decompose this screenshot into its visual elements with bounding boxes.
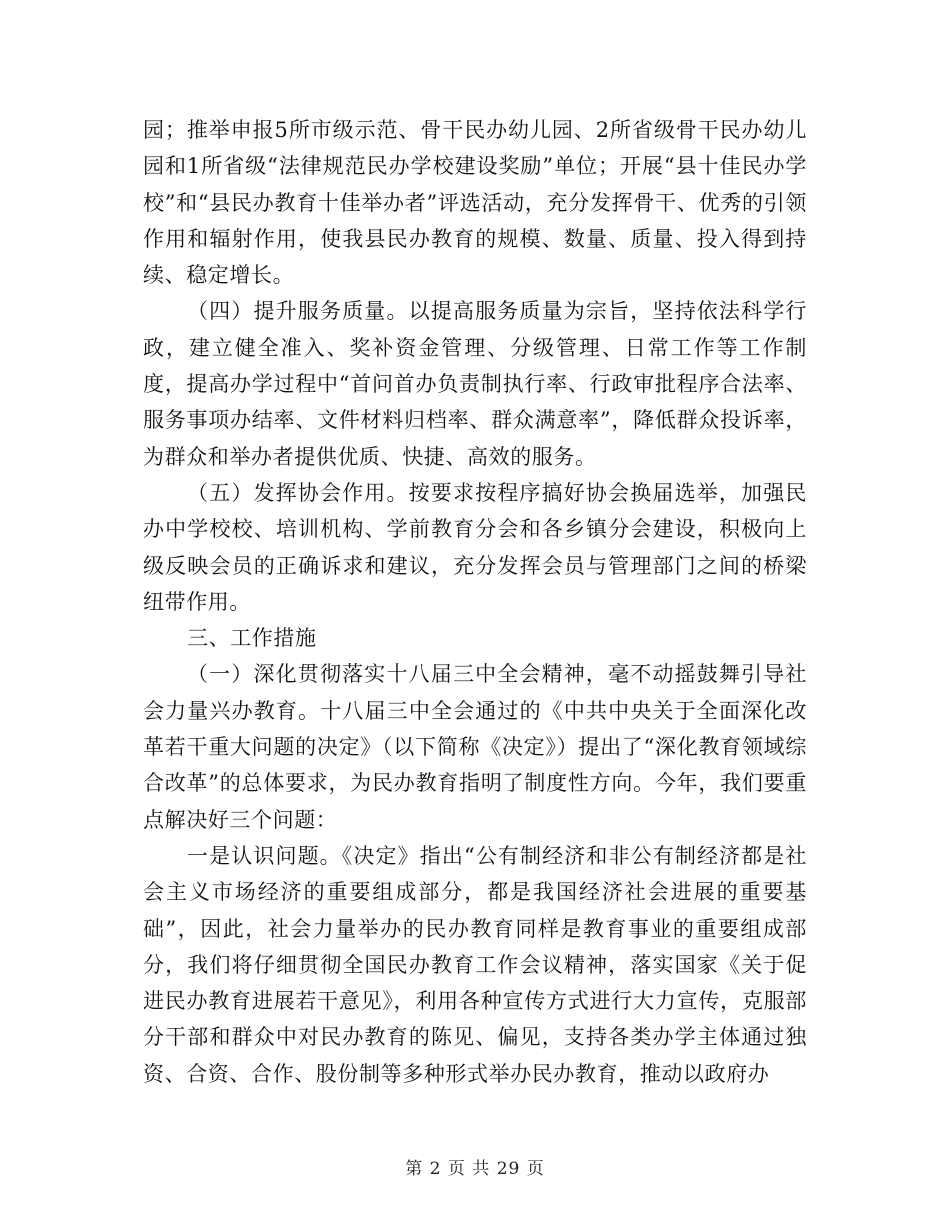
paragraph-association-role: （五）发挥协会作用。按要求按程序搞好协会换届选举，加强民办中学校校、培训机构、学前教育分会和各乡镇分会建设，积极向上级反映会员的正确诉求和建议，充分发挥会员与管理部门之间的桥梁纽带作用。 (143, 480, 807, 614)
page-number-footer: 第 2 页 共 29 页 (405, 1159, 545, 1179)
paragraph-measure-one: （一）深化贯彻落实十八届三中全会精神，毫不动摇鼓舞引导社会力量兴办教育。十八届三中全会通过的《中共中央关于全面深化改革若干重大问题的决定》（以下简称《决定》）提出了“深化教育领域综合改革”的总体要求，为民办教育指明了制度性方向。今年，我们要重点解决好三个问题： (143, 662, 807, 832)
paragraph-understanding-issue: 一是认识问题。《决定》指出“公有制经济和非公有制经济都是社会主义市场经济的重要组成部分，都是我国经济社会进展的重要基础”，因此，社会力量举办的民办教育同样是教育事业的重要组成部分，我们将仔细贯彻全国民办教育工作会议精神，落实国家《关于促进民办教育进展若干意见》，利用各种宣传方式进行大力宣传，克服部分干部和群众中对民办教育的陈见、偏见，支持各类办学主体通过独资、合资、合作、股份制等多种形式举办民办教育，推动以政府办 (143, 843, 807, 1086)
paragraph-continuation: 园；推举申报5所市级示范、骨干民办幼儿园、2所省级骨干民办幼儿园和1所省级“法律规范民办学校建设奖励”单位；开展“县十佳民办学校”和“县民办教育十佳举办者”评选活动，充分发挥骨干、优秀的引领作用和辐射作用，使我县民办教育的规模、数量、质量、投入得到持续、稳定增长。 (143, 118, 807, 288)
document-body (143, 112, 807, 1092)
section-heading-work-measures: 三、工作措施 (187, 626, 317, 651)
paragraph-service-quality: （四）提升服务质量。以提高服务质量为宗旨，坚持依法科学行政，建立健全准入、奖补资金管理、分级管理、日常工作等工作制度，提高办学过程中“首问首办负责制执行率、行政审批程序合法率、服务事项办结率、文件材料归档率、群众满意率”，降低群众投诉率，为群众和举办者提供优质、快捷、高效的服务。 (143, 299, 807, 469)
